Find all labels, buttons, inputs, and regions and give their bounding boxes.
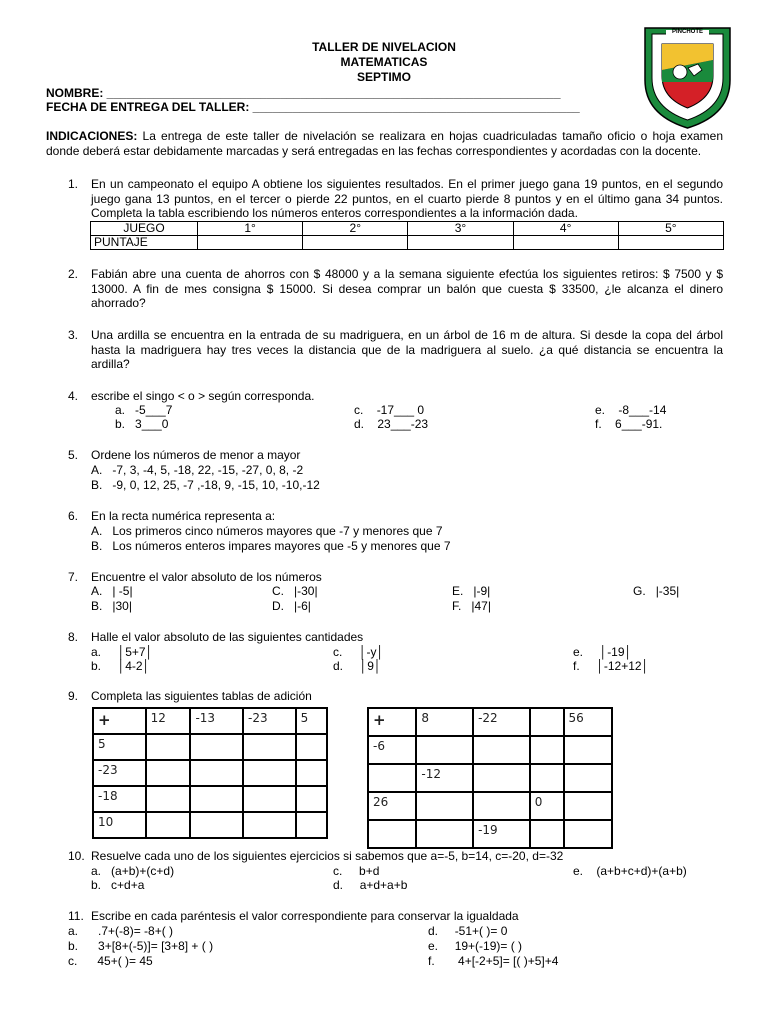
q8-item-e: e. │-19│: [573, 645, 633, 659]
addition-header-cell: 8: [416, 708, 473, 736]
q11-item-e: e. 19+(-19)= ( ): [428, 939, 523, 953]
addition-header-cell: -13: [190, 708, 243, 734]
q4-item-b: b. 3___0: [115, 417, 169, 431]
addition-row: [93, 708, 327, 734]
addition-cell[interactable]: [146, 812, 191, 838]
indicaciones-label: INDICACIONES:: [46, 129, 138, 143]
q6-number: 6.: [68, 509, 79, 523]
fecha-field[interactable]: [46, 100, 580, 114]
q7-item-a: A. | -5|: [91, 584, 133, 598]
addition-cell[interactable]: [564, 736, 612, 764]
q3-text: Una ardilla se encuentra en la entrada de su madriguera, en un árbol de 16 m de altura. Si desde la copa del árbol hasta la madriguera hay tres veces la distancia que de la madriguera al suelo. ¿a qué distancia se encuentra la ardilla?: [91, 328, 723, 372]
addition-cell[interactable]: [564, 792, 612, 820]
score-head-3: 3°: [408, 222, 513, 236]
q8-item-b: b. │4-2│: [91, 659, 151, 673]
addition-cell[interactable]: [416, 736, 473, 764]
addition-cell[interactable]: [243, 734, 296, 760]
addition-header-cell: [368, 764, 416, 792]
score-head-juego: JUEGO: [91, 222, 198, 236]
q9-number: 9.: [68, 689, 79, 703]
q9-text: Completa las siguientes tablas de adición: [91, 689, 312, 703]
addition-cell[interactable]: [190, 786, 243, 812]
q5-number: 5.: [68, 448, 79, 462]
addition-table-1: [92, 707, 328, 839]
q8-item-c: c. │-y│: [333, 645, 385, 659]
addition-header-cell: -6: [368, 736, 416, 764]
q11-item-f: f. 4+[-2+5]= [( )+5]+4: [428, 954, 559, 968]
addition-cell[interactable]: [296, 786, 327, 812]
q8-item-a: a. │5+7│: [91, 645, 154, 659]
score-cell[interactable]: [408, 236, 513, 250]
score-head-4: 4°: [513, 222, 618, 236]
addition-header-cell: 12: [146, 708, 191, 734]
addition-cell[interactable]: [190, 734, 243, 760]
q8-item-f: f. │-12+12│: [573, 659, 650, 673]
indicaciones: [46, 129, 723, 159]
q10-item-d: d. a+d+a+b: [333, 878, 408, 892]
q2-number: 2.: [68, 267, 79, 281]
addition-header-cell: 5: [296, 708, 327, 734]
q1-score-table: [90, 221, 724, 250]
q7-text: Encuentre el valor absoluto de los números: [91, 570, 322, 584]
title-line-2: MATEMATICAS: [340, 55, 428, 69]
addition-header-cell: +: [93, 708, 146, 734]
addition-cell[interactable]: [473, 764, 530, 792]
q7-item-c: C. |-30|: [272, 584, 318, 598]
addition-table-2: [367, 707, 613, 849]
q7-item-g: G. |-35|: [633, 584, 680, 598]
q4-item-a: a. -5___7: [115, 403, 173, 417]
addition-header-cell: -23: [93, 760, 146, 786]
addition-cell[interactable]: [146, 786, 191, 812]
q11-item-d: d. -51+( )= 0: [428, 924, 508, 938]
score-head-5: 5°: [618, 222, 723, 236]
score-head-1: 1°: [198, 222, 303, 236]
q7-item-b: B. |30|: [91, 599, 132, 613]
addition-row: [93, 760, 327, 786]
score-cell[interactable]: [303, 236, 408, 250]
fecha-line: _________________________________________________: [252, 100, 580, 114]
q10-item-a: a. (a+b)+(c+d): [91, 864, 175, 878]
q8-number: 8.: [68, 630, 79, 644]
q11-text: Escribe en cada paréntesis el valor correspondiente para conservar la igualdada: [91, 909, 519, 923]
q8-item-d: d. │9│: [333, 659, 382, 673]
addition-cell[interactable]: [530, 820, 564, 848]
addition-row: [368, 820, 612, 848]
q7-number: 7.: [68, 570, 79, 584]
addition-cell[interactable]: -19: [473, 820, 530, 848]
addition-cell[interactable]: [416, 820, 473, 848]
title-line-3: SEPTIMO: [356, 70, 411, 84]
q11-item-b: b. 3+[8+(-5)]= [3+8] + ( ): [68, 939, 214, 953]
q10-item-c: c. b+d: [333, 864, 380, 878]
q4-item-c: c. -17___ 0: [354, 403, 425, 417]
addition-header-cell: 5: [93, 734, 146, 760]
addition-cell[interactable]: [243, 760, 296, 786]
addition-row: [93, 812, 327, 838]
fecha-label: FECHA DE ENTREGA DEL TALLER:: [46, 100, 253, 114]
addition-header-cell: 10: [93, 812, 146, 838]
q1-text: En un campeonato el equipo A obtiene los siguientes resultados. En el primer juego gana 19 puntos, en el segundo juego gana 13 puntos, en el tercer o pierde 22 puntos, en el cuarto pierde 8 puntos y en el último gana 34 puntos. Completa la tabla escribiendo los números enteros correspondientes a la información dada.: [91, 177, 723, 221]
addition-cell[interactable]: [146, 734, 191, 760]
addition-cell[interactable]: [530, 736, 564, 764]
addition-cell[interactable]: [473, 792, 530, 820]
nombre-label: NOMBRE:: [46, 86, 107, 100]
q11-number: 11.: [68, 909, 84, 923]
logo-top-text: PINCHOTE: [671, 29, 703, 35]
addition-cell[interactable]: [416, 792, 473, 820]
addition-cell[interactable]: [564, 764, 612, 792]
q5-text: Ordene los números de menor a mayor: [91, 448, 301, 462]
addition-row: [368, 792, 612, 820]
addition-row: [368, 708, 612, 736]
addition-cell[interactable]: [243, 786, 296, 812]
addition-cell[interactable]: [190, 812, 243, 838]
q6-item-a: A. Los primeros cinco números mayores que -7 y menores que 7: [91, 524, 443, 538]
addition-header-cell: 56: [564, 708, 612, 736]
nombre-line: ____________________________________________________________________: [106, 86, 561, 100]
q11-item-a: a. .7+(-8)= -8+( ): [68, 924, 174, 938]
addition-row: [93, 734, 327, 760]
title-line-1: TALLER DE NIVELACION: [312, 40, 456, 54]
addition-cell[interactable]: [564, 820, 612, 848]
addition-header-cell: 26: [368, 792, 416, 820]
addition-cell[interactable]: 0: [530, 792, 564, 820]
addition-cell[interactable]: [530, 764, 564, 792]
q10-item-b: b. c+d+a: [91, 878, 145, 892]
addition-cell[interactable]: [190, 760, 243, 786]
q4-item-d: d. 23___-23: [354, 417, 429, 431]
addition-header-cell: [530, 708, 564, 736]
addition-cell[interactable]: [296, 760, 327, 786]
indicaciones-text: La entrega de este taller de nivelación se realizara en hojas cuadriculadas tamaño oficio o hoja examen donde deberá estar debidamente marcadas y será entregadas en las fechas correspondientes y acordadas con la docente.: [46, 129, 723, 158]
addition-cell[interactable]: [296, 734, 327, 760]
score-row-puntaje: PUNTAJE: [91, 236, 198, 250]
addition-header-cell: -18: [93, 786, 146, 812]
addition-cell[interactable]: [146, 760, 191, 786]
q7-item-f: F. |47|: [452, 599, 491, 613]
q3-number: 3.: [68, 328, 79, 342]
q1-number: 1.: [68, 177, 79, 191]
addition-cell[interactable]: [243, 812, 296, 838]
q10-text: Resuelve cada uno de los siguientes ejercicios si sabemos que a=-5, b=14, c=-20, d=-32: [91, 849, 564, 863]
q7-item-e: E. |-9|: [452, 584, 491, 598]
q10-item-e: e. (a+b+c+d)+(a+b): [573, 864, 687, 878]
q7-item-d: D. |-6|: [272, 599, 311, 613]
addition-cell[interactable]: [296, 812, 327, 838]
q8-text: Halle el valor absoluto de las siguientes cantidades: [91, 630, 364, 644]
nombre-field[interactable]: [46, 86, 561, 100]
school-logo: [640, 20, 735, 130]
q5-item-a: A. -7, 3, -4, 5, -18, 22, -15, -27, 0, 8, -2: [91, 463, 304, 477]
score-cell[interactable]: [198, 236, 303, 250]
addition-header-cell: [368, 820, 416, 848]
addition-row: [93, 786, 327, 812]
q4-item-e: e. -8___-14: [595, 403, 667, 417]
addition-header-cell: -22: [473, 708, 530, 736]
q4-item-f: f. 6___-91.: [595, 417, 663, 431]
score-cell[interactable]: [618, 236, 723, 250]
q6-text: En la recta numérica representa a:: [91, 509, 276, 523]
q6-item-b: B. Los números enteros impares mayores que -5 y menores que 7: [91, 539, 451, 553]
addition-row: [368, 736, 612, 764]
addition-header-cell: +: [368, 708, 416, 736]
q5-item-b: B. -9, 0, 12, 25, -7 ,-18, 9, -15, 10, -10,-12: [91, 478, 320, 492]
q10-number: 10.: [68, 849, 85, 863]
q11-item-c: c. 45+( )= 45: [68, 954, 153, 968]
addition-row: [368, 764, 612, 792]
score-cell[interactable]: [513, 236, 618, 250]
addition-header-cell: -23: [243, 708, 296, 734]
q4-text: escribe el singo < o > según corresponda.: [91, 389, 315, 403]
score-head-2: 2°: [303, 222, 408, 236]
q4-number: 4.: [68, 389, 79, 403]
q2-text: Fabián abre una cuenta de ahorros con $ 48000 y a la semana siguiente efectúa los siguientes retiros: $ 7500 y $ 13000. A fin de mes consigna $ 15000. Si desea comprar un balón que cuesta $ 33500, ¿le alcanza el dinero ahorrado?: [91, 267, 723, 311]
addition-cell[interactable]: [473, 736, 530, 764]
addition-cell[interactable]: -12: [416, 764, 473, 792]
